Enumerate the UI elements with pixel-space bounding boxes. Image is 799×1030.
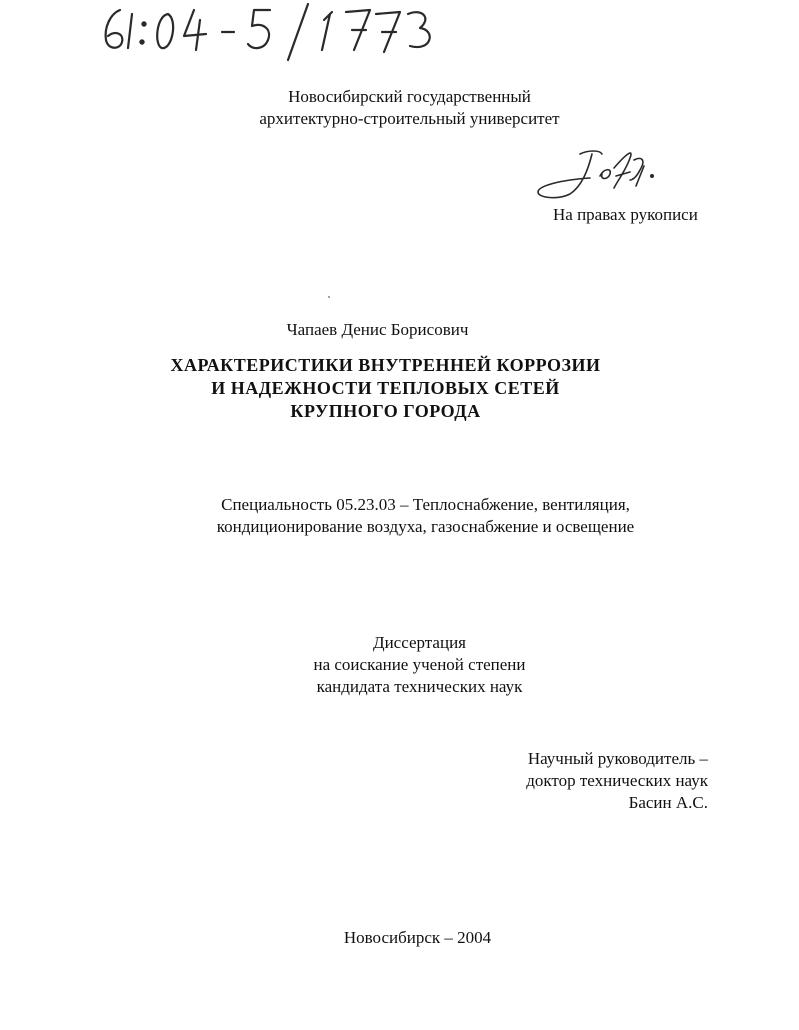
manuscript-note: На правах рукописи — [553, 205, 698, 224]
supervisor-line-1: Научный руководитель – — [527, 749, 708, 768]
specialty — [26, 494, 799, 538]
dissertation-title — [0, 354, 785, 423]
degree-line-3: кандидата технических наук — [316, 677, 523, 696]
city-year-line: Новосибирск – 2004 — [343, 928, 492, 947]
author-line: Чапаев Денис Борисович — [286, 320, 469, 339]
specialty-line-2: кондиционирование воздуха, газоснабжение и освещение — [216, 517, 635, 536]
university-line-1: Новосибирский государственный — [288, 87, 531, 106]
city-year — [18, 927, 799, 949]
title-line-1: ХАРАКТЕРИСТИКИ ВНУТРЕННЕЙ КОРРОЗИИ — [170, 355, 601, 375]
university-line-2: архитектурно-строительный университет — [259, 109, 560, 128]
university-name — [10, 86, 799, 130]
degree-line-2: на соискание ученой степени — [313, 655, 526, 674]
degree-statement — [20, 632, 799, 698]
speck — [328, 296, 330, 298]
specialty-line-1: Специальность 05.23.03 – Теплоснабжение, вентиляция, — [221, 495, 630, 514]
author-name — [0, 319, 777, 341]
title-line-2: И НАДЕЖНОСТИ ТЕПЛОВЫХ СЕТЕЙ — [211, 378, 560, 398]
supervisor-line-3: Басин А.С. — [628, 793, 708, 812]
supervisor-block — [0, 748, 708, 814]
handwritten-archive-code — [98, 0, 438, 70]
title-line-3: КРУПНОГО ГОРОДА — [290, 401, 481, 421]
signature — [530, 146, 660, 204]
supervisor-line-2: доктор технических наук — [526, 771, 708, 790]
degree-line-1: Диссертация — [372, 633, 466, 652]
